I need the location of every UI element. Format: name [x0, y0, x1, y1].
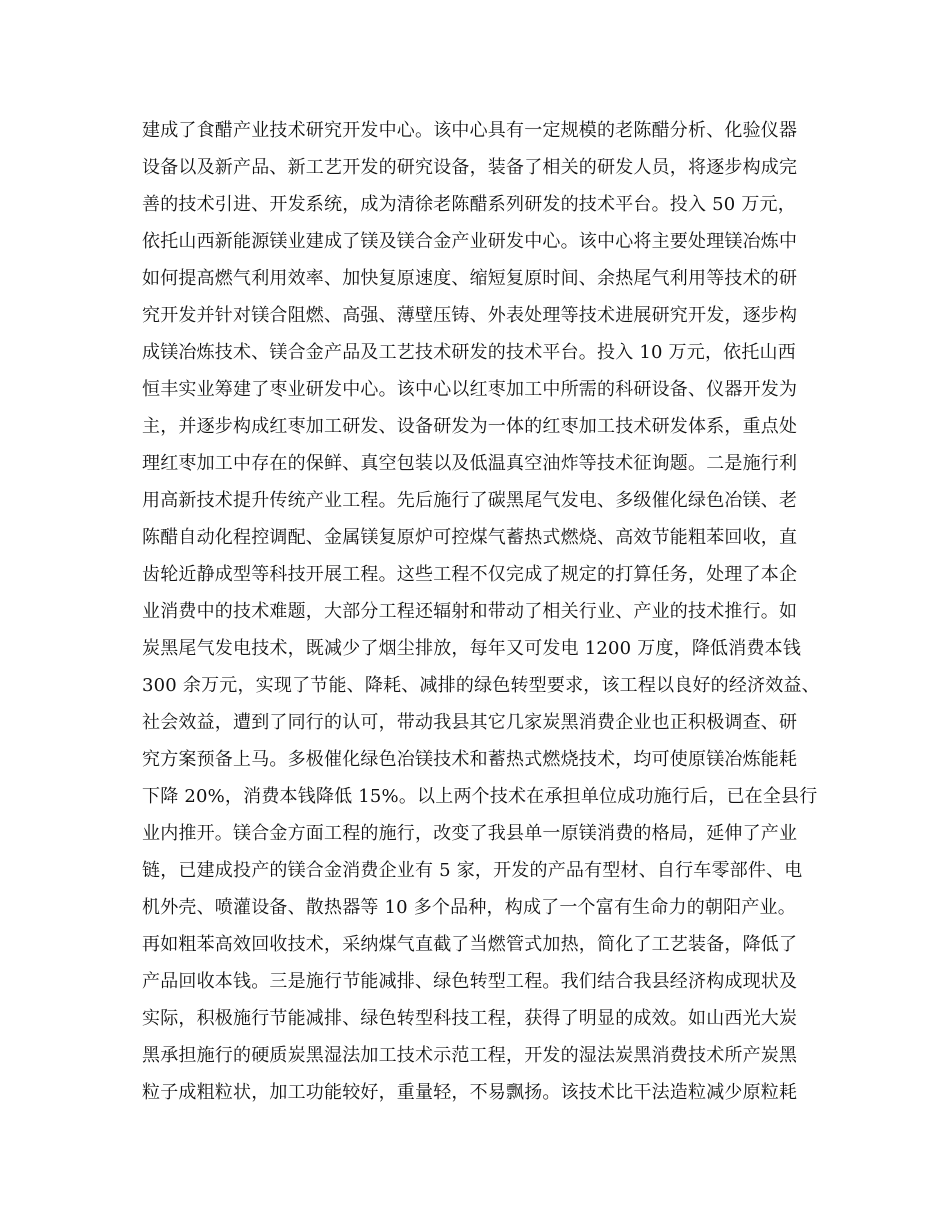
- text-line: 炭黑尾气发电技术，既减少了烟尘排放，每年又可发电 1200 万度，降低消费本钱: [142, 638, 802, 659]
- text-line: 恒丰实业筹建了枣业研发中心。该中心以红枣加工中所需的科研设备、仪器开发为: [142, 379, 798, 400]
- text-line: 究开发并针对镁合阻燃、高强、薄壁压铸、外表处理等技术进展研究开发，逐步构: [142, 305, 798, 326]
- text-line: 社会效益，遭到了同行的认可，带动我县其它几家炭黑消费企业也正积极调查、研: [142, 712, 798, 733]
- text-line: 实际，积极施行节能减排、绿色转型科技工程，获得了明显的成效。如山西光大炭: [142, 1008, 798, 1029]
- text-line: 齿轮近静成型等科技开展工程。这些工程不仅完成了规定的打算任务，处理了本企: [142, 564, 798, 585]
- text-line: 用高新技术提升传统产业工程。先后施行了碳黑尾气发电、多级催化绿色冶镁、老: [142, 490, 798, 511]
- text-line: 设备以及新产品、新工艺开发的研究设备，装备了相关的研发人员，将逐步构成完: [142, 157, 798, 178]
- text-line: 成镁冶炼技术、镁合金产品及工艺技术研发的技术平台。投入 10 万元，依托山西: [142, 342, 796, 363]
- text-line: 粒子成粗粒状，加工功能较好，重量轻，不易飘扬。该技术比干法造粒减少原粒耗: [142, 1082, 798, 1103]
- text-line: 下降 20%，消费本钱降低 15%。以上两个技术在承担单位成功施行后，已在全县行: [142, 786, 818, 807]
- text-line: 理红枣加工中存在的保鲜、真空包装以及低温真空油炸等技术征询题。二是施行利: [142, 453, 798, 474]
- text-line: 善的技术引进、开发系统，成为清徐老陈醋系列研发的技术平台。投入 50 万元，: [142, 194, 796, 215]
- text-line: 再如粗苯高效回收技术，采纳煤气直截了当燃管式加热，简化了工艺装备，降低了: [142, 934, 798, 955]
- text-line: 如何提高燃气利用效率、加快复原速度、缩短复原时间、余热尾气利用等技术的研: [142, 268, 798, 289]
- text-line: 究方案预备上马。多极催化绿色冶镁技术和蓄热式燃烧技术，均可使原镁冶炼能耗: [142, 749, 798, 770]
- text-line: 依托山西新能源镁业建成了镁及镁合金产业研发中心。该中心将主要处理镁冶炼中: [142, 231, 798, 252]
- body-text: [142, 112, 832, 1111]
- text-line: 建成了食醋产业技术研究开发中心。该中心具有一定规模的老陈醋分析、化验仪器: [142, 120, 798, 141]
- text-line: 机外壳、喷灌设备、散热器等 10 多个品种，构成了一个富有生命力的朝阳产业。: [142, 897, 796, 918]
- text-line: 业消费中的技术难题，大部分工程还辐射和带动了相关行业、产业的技术推行。如: [142, 601, 798, 622]
- text-line: 300 余万元，实现了节能、降耗、减排的绿色转型要求，该工程以良好的经济效益、: [142, 675, 820, 696]
- text-line: 产品回收本钱。三是施行节能减排、绿色转型工程。我们结合我县经济构成现状及: [142, 971, 798, 992]
- text-line: 黑承担施行的硬质炭黑湿法加工技术示范工程，开发的湿法炭黑消费技术所产炭黑: [142, 1045, 798, 1066]
- text-line: 业内推开。镁合金方面工程的施行，改变了我县单一原镁消费的格局，延伸了产业: [142, 823, 798, 844]
- text-line: 链，已建成投产的镁合金消费企业有 5 家，开发的产品有型材、自行车零部件、电: [142, 860, 803, 881]
- text-line: 陈醋自动化程控调配、金属镁复原炉可控煤气蓄热式燃烧、高效节能粗苯回收，直: [142, 527, 798, 548]
- text-line: 主，并逐步构成红枣加工研发、设备研发为一体的红枣加工技术研发体系，重点处: [142, 416, 798, 437]
